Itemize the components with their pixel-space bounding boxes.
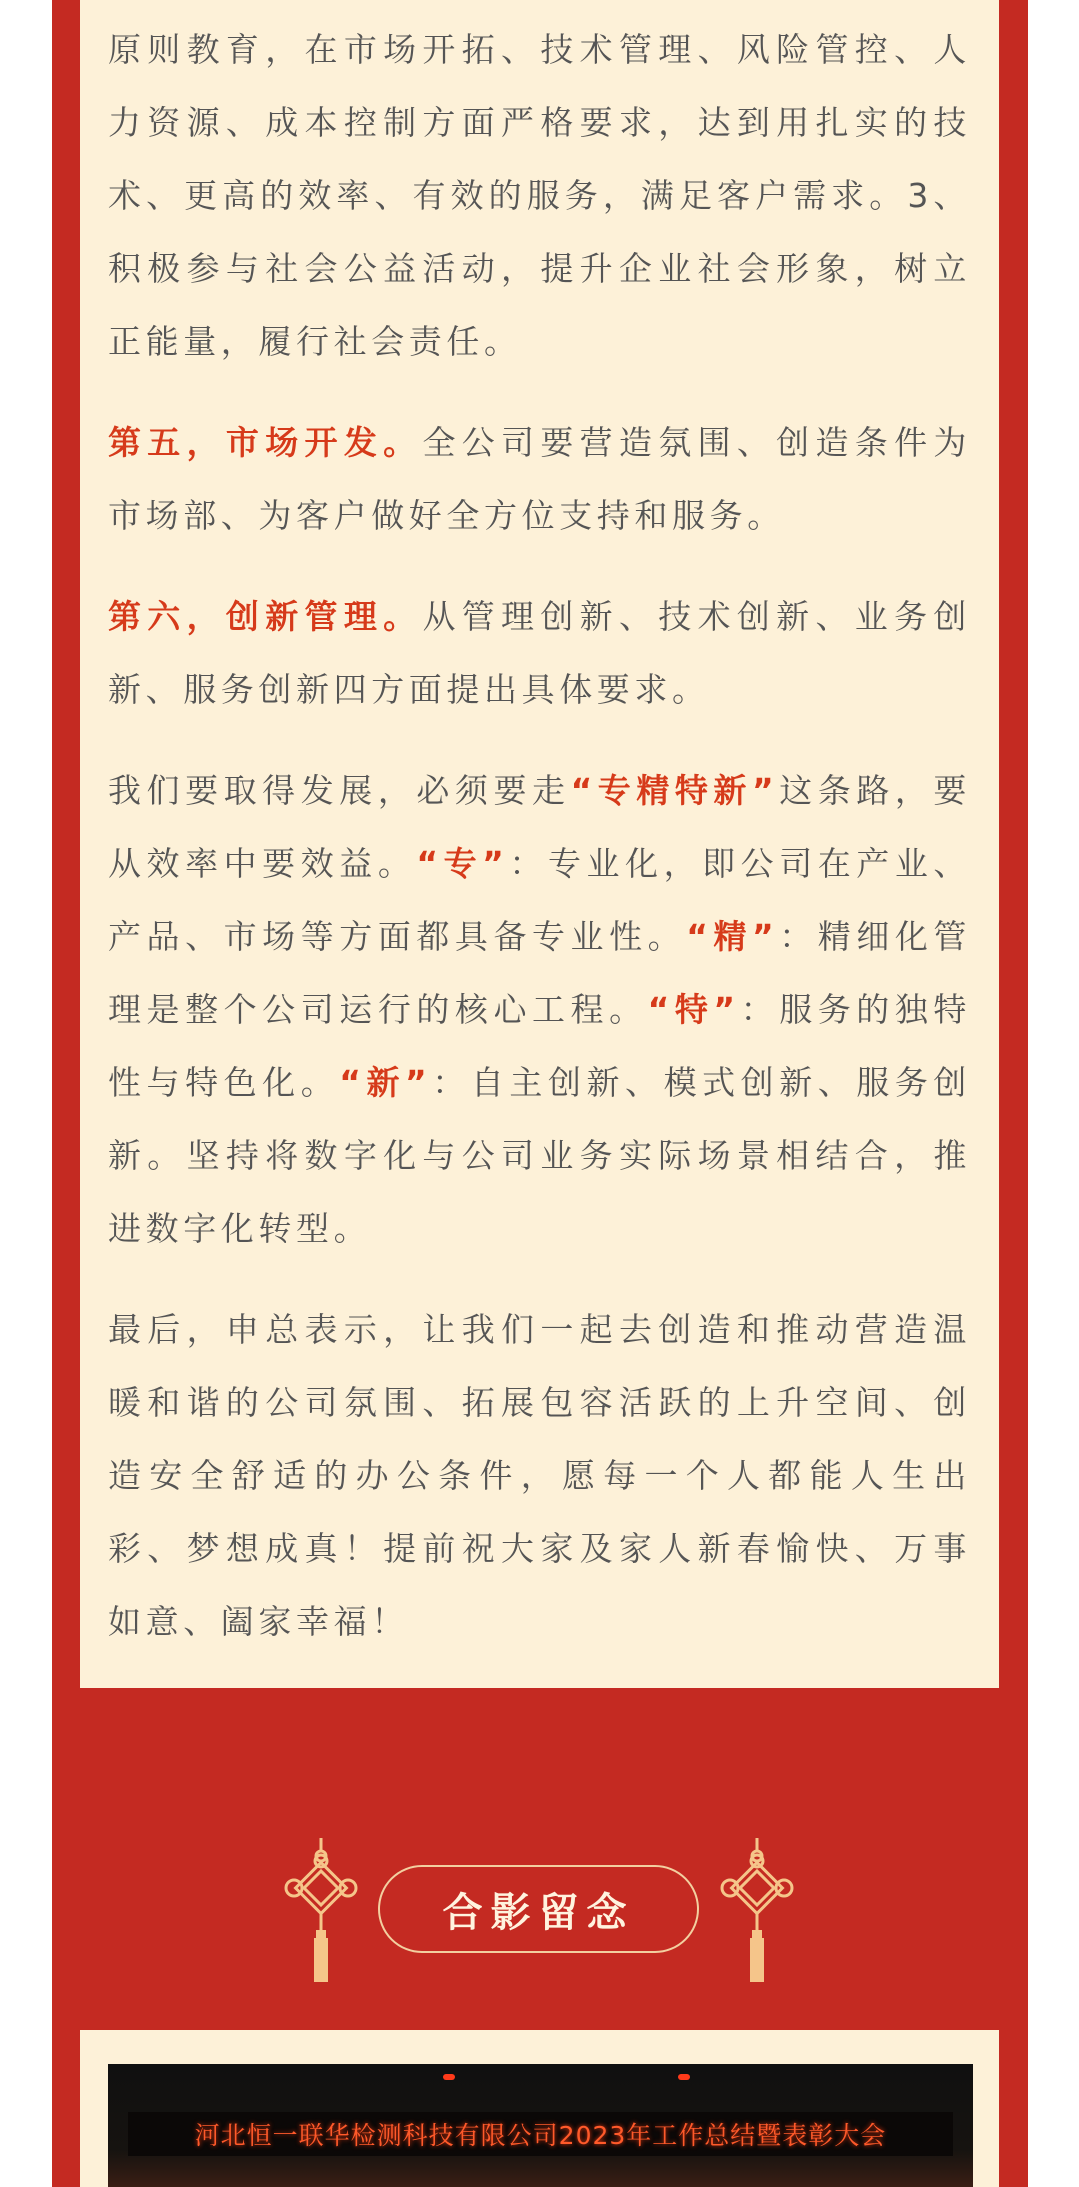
paragraph-market-development: [108, 406, 971, 552]
highlight-te: “特”: [647, 990, 740, 1029]
paragraph-specialized-new: [108, 754, 971, 1265]
text-segment: ：专业化，即公司在产业、产品、市场等方面都具备专业性。: [108, 844, 971, 956]
highlight-zhuanjingtexin: “专精特新”: [570, 771, 779, 810]
paragraph-principles: 原则教育，在市场开拓、技术管理、风险管控、人力资源、成本控制方面严格要求，达到用扎实的技术、更高的效率、有效的服务，满足客户需求。3、积极参与社会公益活动，提升企业社会形象，树立正能量，履行社会责任。: [108, 30, 971, 361]
highlight-xin: “新”: [339, 1063, 432, 1102]
innovation-management-text: 从管理创新、技术创新、业务创新、服务创新四方面提出具体要求。: [108, 597, 971, 709]
article-card: [80, 0, 999, 1688]
led-banner: [128, 2112, 953, 2156]
text-segment: ：自主创新、模式创新、服务创新。坚持将数字化与公司业务实际场景相结合，推进数字化转型。: [108, 1063, 971, 1248]
market-development-text: 全公司要营造氛围、创造条件为市场部、为客户做好全方位支持和服务。: [108, 423, 971, 535]
group-photo: [108, 2064, 973, 2187]
group-photo-title-pill: [378, 1865, 699, 1953]
paragraph-innovation-management: [108, 580, 971, 726]
stage-light: [678, 2074, 690, 2080]
text-segment: 这条路，要从效率中要效益。: [108, 771, 972, 883]
highlight-jing: “精”: [686, 917, 779, 956]
text-segment: ：精细化管理是整个公司运行的核心工程。: [108, 917, 972, 1029]
chinese-knot-icon: [714, 1838, 800, 1988]
heading-innovation-management: 第六，创新管理。: [108, 597, 423, 636]
section-title: 合影留念: [442, 1889, 635, 1936]
group-photo-card: [80, 2030, 999, 2187]
heading-market-development: 第五，市场开发。: [108, 423, 423, 462]
led-banner-text: 河北恒一联华检测科技有限公司2023年工作总结暨表彰大会: [194, 2121, 887, 2150]
text-segment: 我们要取得发展，必须要走: [108, 771, 571, 810]
chinese-knot-icon: [278, 1838, 364, 1988]
stage-light: [443, 2074, 455, 2080]
group-photo-section-header: [0, 1838, 1079, 1988]
paragraph-closing: 最后，申总表示，让我们一起去创造和推动营造温暖和谐的公司氛围、拓展包容活跃的上升空间、创造安全舒适的办公条件，愿每一个人都能人生出彩、梦想成真！提前祝大家及家人新春愉快、万事如意、阖家幸福！: [108, 1310, 971, 1641]
highlight-zhuan: “专”: [416, 844, 509, 883]
text-segment: ：服务的独特性与特色化。: [108, 990, 971, 1102]
